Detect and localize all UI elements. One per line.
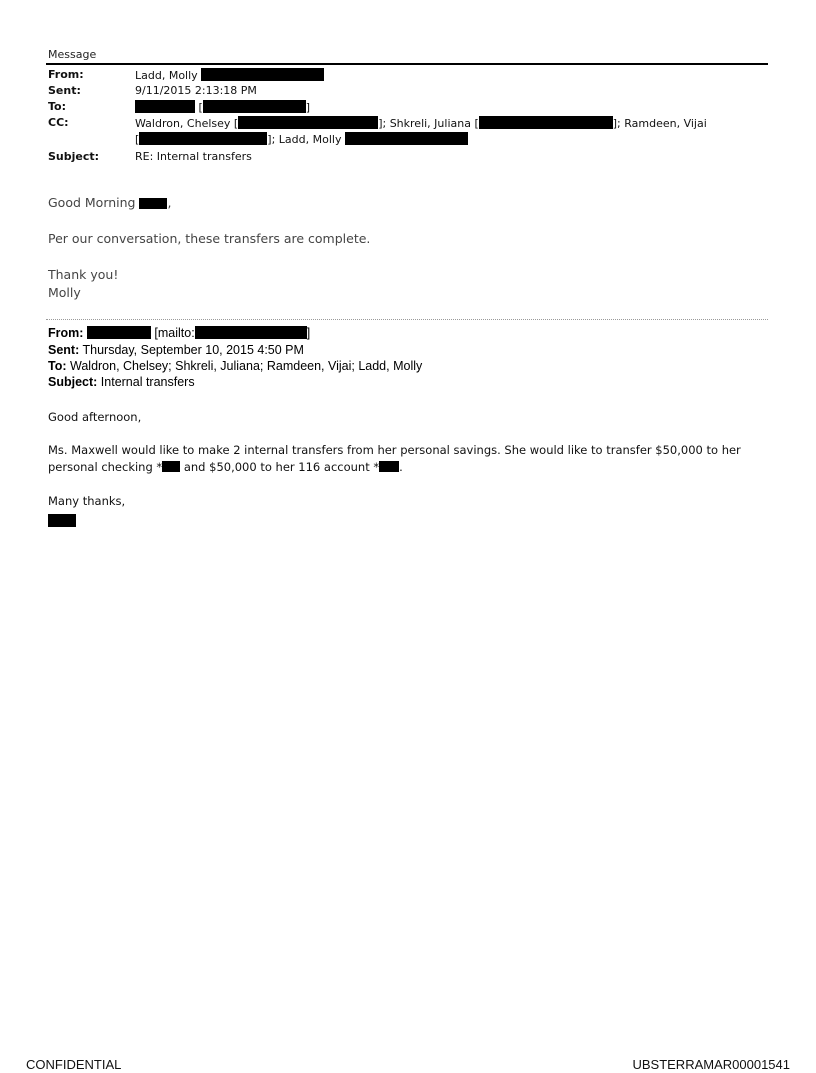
redaction-block: [195, 326, 307, 339]
fwd-body-line2-a: personal checking *: [48, 460, 163, 474]
cc-value-line1: [135, 116, 707, 131]
fwd-to-key: To:: [48, 359, 67, 373]
footer-bates-number: UBSTERRAMAR00001541: [632, 1057, 790, 1072]
forwarded-subject-row: [48, 374, 195, 390]
from-name: Ladd, Molly: [135, 69, 198, 82]
redaction-block: [345, 132, 468, 145]
forwarded-to-row: [48, 358, 422, 374]
cc-ramdeen: ]; Ramdeen, Vijai: [612, 117, 707, 130]
reply-thanks: Thank you!: [48, 267, 119, 282]
header-divider: [46, 63, 768, 65]
reply-line1: Per our conversation, these transfers are complete.: [48, 231, 371, 246]
fwd-from-key: From:: [48, 326, 84, 340]
greeting-suffix: ,: [167, 195, 172, 210]
fwd-signature-redaction: [48, 514, 76, 527]
fwd-sent-value: Thursday, September 10, 2015 4:50 PM: [82, 343, 304, 357]
forwarded-from-row: [48, 325, 310, 341]
fwd-mailto: [mailto:: [154, 326, 195, 340]
forwarded-sent-row: [48, 342, 304, 358]
fwd-body-line1: Ms. Maxwell would like to make 2 internal transfers from her personal savings. She would like to transfer $50,000 to her: [48, 443, 741, 457]
message-label: Message: [48, 48, 97, 61]
fwd-body-line2: [48, 460, 403, 474]
cc-bracket-open: [: [135, 133, 140, 146]
cc-ladd: ]; Ladd, Molly: [267, 133, 342, 146]
redaction-block: [139, 132, 267, 145]
from-value: [135, 68, 324, 83]
cc-key: CC:: [48, 116, 69, 129]
reply-signature: Molly: [48, 285, 81, 300]
fwd-to-value: Waldron, Chelsey; Shkreli, Juliana; Ramdeen, Vijai; Ladd, Molly: [70, 359, 423, 373]
fwd-body-line2-b: and $50,000 to her 116 account *: [180, 460, 380, 474]
sent-value: 9/11/2015 2:13:18 PM: [135, 84, 257, 97]
greeting-prefix: Good Morning: [48, 195, 136, 210]
fwd-subject-value: Internal transfers: [100, 375, 195, 389]
cc-value-line2: [135, 132, 468, 147]
redaction-block: [479, 116, 613, 129]
footer-confidential: CONFIDENTIAL: [26, 1057, 122, 1072]
to-bracket-open: [: [198, 101, 203, 114]
fwd-closing: Many thanks,: [48, 494, 126, 508]
redaction-block: [203, 100, 306, 113]
cc-shkreli: ]; Shkreli, Juliana [: [378, 117, 479, 130]
redaction-block: [139, 198, 167, 209]
redaction-block: [162, 461, 180, 472]
fwd-sent-key: Sent:: [48, 343, 80, 357]
redaction-block: [201, 68, 324, 81]
subject-value: RE: Internal transfers: [135, 150, 252, 163]
redaction-block: [87, 326, 151, 339]
redaction-block: [238, 116, 378, 129]
fwd-subject-key: Subject:: [48, 375, 98, 389]
subject-key: Subject:: [48, 150, 100, 163]
cc-waldron: Waldron, Chelsey [: [135, 117, 239, 130]
to-key: To:: [48, 100, 66, 113]
redaction-block: [379, 461, 399, 472]
redaction-block: [135, 100, 195, 113]
fwd-greeting: Good afternoon,: [48, 410, 142, 424]
to-value: [135, 100, 310, 115]
fwd-from-close: ]: [306, 326, 311, 340]
fwd-body-line2-c: .: [399, 460, 403, 474]
forward-divider: [46, 319, 768, 320]
reply-greeting: [48, 195, 171, 210]
to-bracket-close: ]: [305, 101, 311, 114]
sent-key: Sent:: [48, 84, 81, 97]
from-key: From:: [48, 68, 84, 81]
